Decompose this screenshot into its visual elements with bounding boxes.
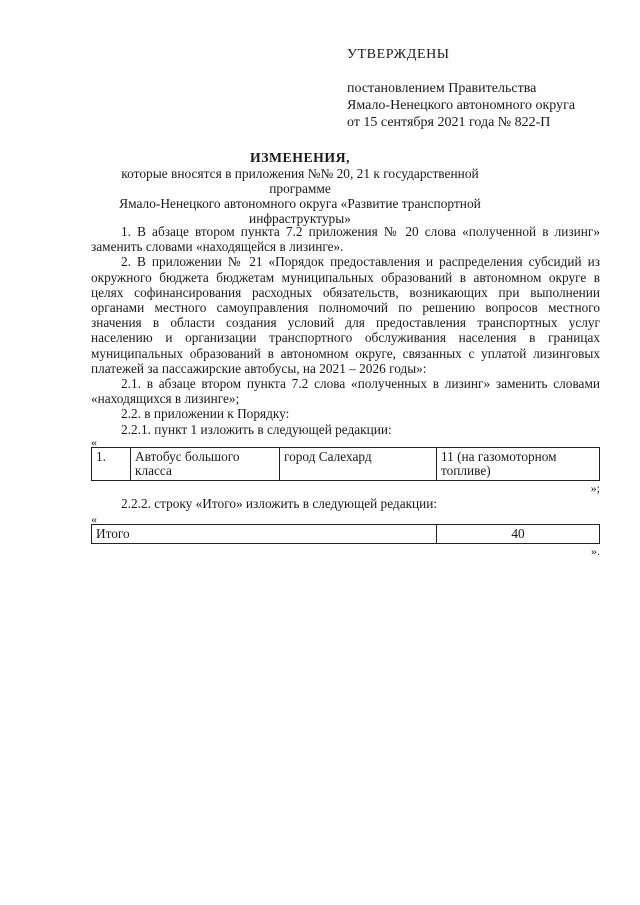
table1-city-cell: город Салехард: [280, 447, 437, 480]
table-row: [92, 525, 600, 544]
paragraph-2-2-2: 2.2.2. строку «Итого» изложить в следующей редакции:: [121, 495, 438, 511]
approval-line-1: постановлением Правительства: [347, 81, 537, 96]
table1-close-quote: »;: [590, 480, 600, 495]
table-total: [91, 524, 600, 544]
document-title-block: [90, 150, 510, 226]
paragraph-2-2-1: 2.2.1. пункт 1 изложить в следующей редакции:: [121, 421, 392, 437]
table1-count-cell: 11 (на газомоторном топливе): [437, 447, 600, 480]
paragraph-1: 1. В абзаце втором пункта 7.2 приложения № 20 слова «полученной в лизинг» заменить словами «находящейся в лизинге».: [91, 224, 600, 255]
table1-open-quote: «: [91, 434, 97, 449]
paragraph-2-2: 2.2. в приложении к Порядку:: [121, 406, 290, 422]
paragraph-2: 2. В приложении № 21 «Порядок предоставления и распределения субсидий из окружного бюджета бюджетам муниципальных образований в автономном округе в целях софинансирования расходных обязательств, возникающих при выполнении органами местного самоуправления полномочий по решению вопросов местного значения в области создания условий для предоставления транспортных услуг населению и организации транспортного обслуживания населения в границах муниципальных образований в автономном округе, связанных с уплатой лизинговых платежей за пассажирские автобусы, на 2021 – 2026 годы»:: [91, 254, 600, 376]
approval-block: [347, 46, 575, 131]
title-line-3: инфраструктуры»: [249, 211, 351, 226]
document-body: [91, 224, 600, 559]
table2-open-quote: «: [91, 512, 97, 527]
table1-num-cell: 1.: [92, 447, 131, 480]
document-title: ИЗМЕНЕНИЯ,: [249, 150, 351, 165]
table-row: [92, 447, 600, 480]
table2-value-cell: 40: [437, 525, 600, 544]
table-item-1: [91, 447, 600, 481]
approval-line-2: Ямало-Ненецкого автономного округа: [347, 98, 576, 113]
title-line-2: Ямало-Ненецкого автономного округа «Развитие транспортной: [119, 196, 481, 211]
table1-vehicle-cell: Автобус большого класса: [131, 447, 280, 480]
paragraph-2-1: 2.1. в абзаце втором пункта 7.2 слова «полученных в лизинг» заменить словами «находящихся в лизинге»;: [91, 376, 600, 407]
title-line-1: которые вносятся в приложения №№ 20, 21 к государственной программе: [121, 166, 479, 196]
approval-line-3: от 15 сентября 2021 года № 822-П: [347, 115, 551, 130]
table2-close-quote: ».: [591, 544, 600, 559]
table2-label-cell: Итого: [92, 525, 437, 544]
approval-heading: УТВЕРЖДЕНЫ: [347, 47, 450, 62]
